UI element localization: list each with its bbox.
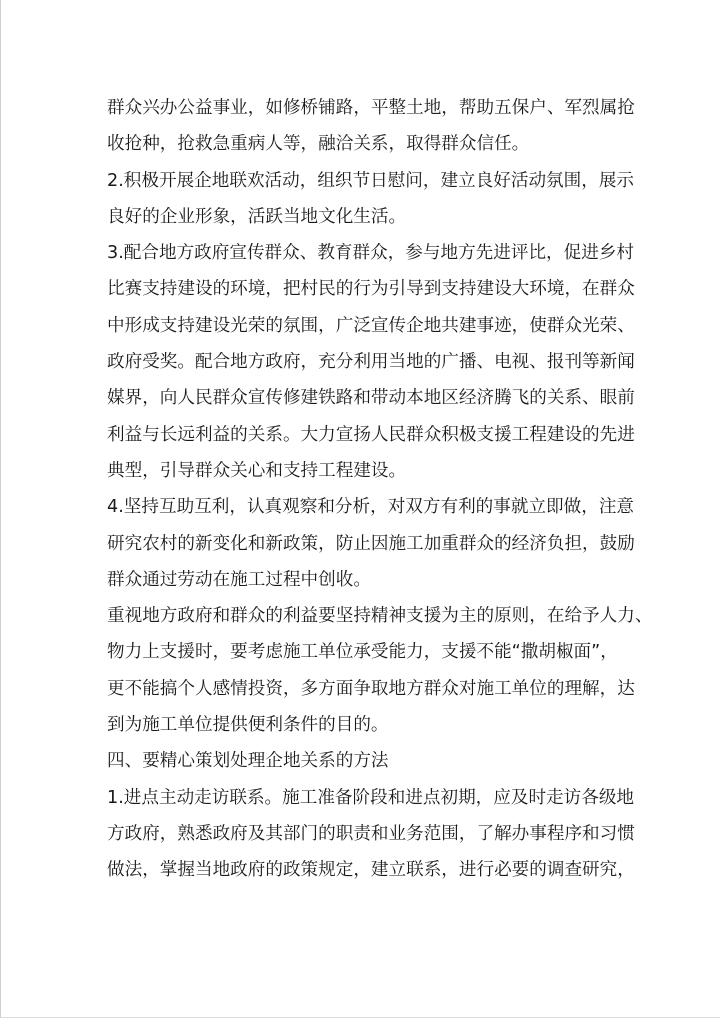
text-line: 良好的企业形象，活跃当地文化生活。 (107, 206, 407, 227)
text-line: 3.配合地方政府宣传群众、教育群众，参与地方先进评比，促进乡村 (107, 243, 635, 264)
text-line: 利益与长远利益的关系。大力宣扬人民群众积极支援工程建设的先进 (107, 424, 635, 445)
text-line: 比赛支持建设的环境，把村民的行为引导到支持建设大环境，在群众 (107, 279, 635, 300)
text-line: 政府受奖。配合地方政府，充分利用当地的广播、电视、报刊等新闻 (107, 352, 635, 373)
text-line: 研究农村的新变化和新政策，防止因施工加重群众的经济负担，鼓励 (107, 533, 635, 554)
text-line: 方政府，熟悉政府及其部门的职责和业务范围，了解办事程序和习惯 (107, 823, 635, 844)
text-line: 做法，掌握当地政府的政策规定，建立联系，进行必要的调查研究， (107, 860, 635, 881)
text-line: 更不能搞个人感情投资，多方面争取地方群众对施工单位的理解，达 (107, 678, 635, 699)
text-line: 1.进点主动走访联系。施工准备阶段和进点初期，应及时走访各级地 (107, 787, 635, 808)
text-line: 典型，引导群众关心和支持工程建设。 (107, 460, 407, 481)
text-line: 到为施工单位提供便利条件的目的。 (107, 715, 389, 736)
body-text (107, 90, 653, 889)
text-line: 群众通过劳动在施工过程中创收。 (107, 569, 371, 590)
page-edge-left (0, 0, 1, 1018)
text-line: 收抢种，抢救急重病人等，融洽关系，取得群众信任。 (107, 134, 530, 155)
text-line: 群众兴办公益事业，如修桥铺路，平整土地，帮助五保户、军烈属抢 (107, 98, 635, 118)
text-line: 物力上支援时，要考虑施工单位承受能力，支援不能“撒胡椒面”， (107, 642, 618, 663)
text-line: 重视地方政府和群众的利益要坚持精神支援为主的原则，在给予人力、 (107, 606, 653, 627)
text-line: 四、要精心策划处理企地关系的方法 (107, 751, 389, 772)
text-line: 2.积极开展企地联欢活动，组织节日慰问，建立良好活动氛围，展示 (107, 170, 635, 191)
text-line: 4.坚持互助互利，认真观察和分析，对双方有利的事就立即做，注意 (107, 497, 635, 518)
text-line: 中形成支持建设光荣的氛围，广泛宣传企地共建事迹，使群众光荣、 (107, 315, 635, 336)
text-line: 媒界，向人民群众宣传修建铁路和带动本地区经济腾飞的关系、眼前 (107, 388, 635, 409)
